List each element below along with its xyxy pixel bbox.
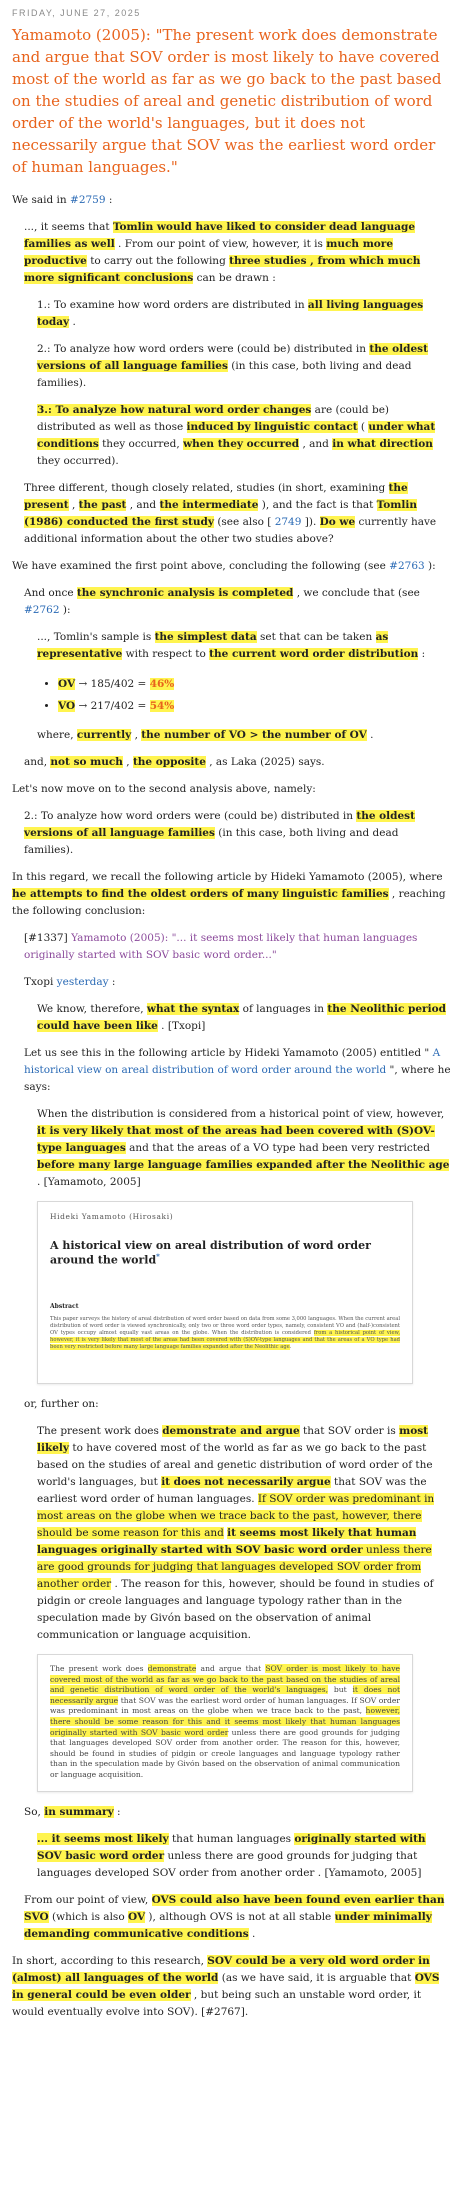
quote-1337: [#1337] Yamamoto (2005): "... it seems most likely that human languages originally started with SOV basic word order..." bbox=[24, 932, 418, 961]
study-item-3: 3.: To analyze how natural word order changes are (could be) distributed as well as those induced by linguistic contact ( under what conditions they occurred, when they occurred , and in what direction they occurred). bbox=[37, 404, 436, 467]
ref-link-2749[interactable]: 2749 bbox=[274, 516, 302, 528]
paper-excerpt-image-1 bbox=[37, 1201, 413, 1384]
quote-present-work: The present work does demonstrate and argue that SOV order is most likely to have covered most of the world as far as we go back to the past based on the studies of areal and genetic distribution of word order of the world's languages, but it does not necessarily argue that SOV was the earliest word order of human languages. If SOV order was predominant in most areas on the globe when we trace back to the past, however, there should be some reason for this and it seems most likely that human languages originally started with SOV basic word order unless there are good grounds for judging that languages developed SOV order from another order . The reason for this, however, should be found in studies of pidgin or creole languages and language typology rather than in the speculation made by Givón based on the observation of animal communication or language acquisition. bbox=[37, 1425, 435, 1641]
intro-paragraph: We said in #2759 : bbox=[12, 194, 113, 206]
paragraph-historical-view: Let us see this in the following article by Hideki Yamamoto (2005) entitled " A historical view on areal distribution of word order around the world ", where he says: bbox=[24, 1047, 451, 1093]
quote-summary: ... it seems most likely that human languages originally started with SOV basic word order unless there are good grounds for judging that languages developed SOV order from another order . [Yamamoto, 2005] bbox=[37, 1833, 426, 1879]
paragraph-second-analysis: Let's now move on to the second analysis above, namely: bbox=[12, 783, 316, 795]
ref-link-1337[interactable]: Yamamoto (2005): "... it seems most likely that human languages originally started with SOV basic word order..." bbox=[24, 932, 418, 961]
paper-excerpt-image-2 bbox=[37, 1654, 413, 1792]
study-item-2: 2.: To analyze how word orders were (could be) distributed in the oldest versions of all language families (in this case, both living and dead families). bbox=[37, 343, 428, 389]
paper-title: A historical view on areal distribution of word order around the world* bbox=[50, 1239, 371, 1267]
abstract-text: This paper surveys the history of areal distribution of word order based on data from some 3,000 languages. When the current areal distribution of word order is viewed synchronically, only two or three word order types, namely, consistent VO and (half-)consistent OV types occupy almost equally vast areas on the globe. When the distribution is considered from a historical point of view, however, it is very likely that most of the areas had been covered with (S)OV-type languages and that the areas of a VO type had been very restricted before many large language families expanded after the Neolithic age. bbox=[50, 1315, 400, 1350]
list-item: • OV → 185/402 = 46% bbox=[58, 673, 451, 695]
quote-tomlin-sample: ..., Tomlin's sample is the simplest data set that can be taken as representative with respect to the current word order distribution : bbox=[37, 631, 426, 660]
paper-author: Hideki Yamamoto (Hirosaki) bbox=[50, 1212, 174, 1221]
study-item-1: 1.: To examine how word orders are distributed in all living languages today . bbox=[37, 299, 424, 328]
ref-link-2763[interactable]: #2763 bbox=[389, 560, 425, 572]
post-date: FRIDAY, JUNE 27, 2025 bbox=[12, 8, 141, 18]
paragraph-further-on: or, further on: bbox=[24, 1398, 99, 1410]
paragraph-laka: and, not so much , the opposite , as Laka (2025) says. bbox=[24, 756, 325, 768]
word-order-list bbox=[58, 673, 451, 717]
quote-synchronic: And once the synchronic analysis is completed , we conclude that (see #2762 ): bbox=[24, 587, 420, 616]
ref-link-2762[interactable]: #2762 bbox=[24, 604, 60, 616]
quote-currently: where, currently , the number of VO > the number of OV . bbox=[37, 729, 374, 741]
quote-neolithic: We know, therefore, what the syntax of languages in the Neolithic period could have been like . [Txopi] bbox=[37, 1003, 446, 1032]
link-historical-view-article[interactable]: A historical view on areal distribution of word order around the world bbox=[24, 1047, 441, 1076]
paragraph-yamamoto-article: In this regard, we recall the following article by Hideki Yamamoto (2005), where he attempts to find the oldest orders of many linguistic families , reaching the following conclusion: bbox=[12, 871, 446, 917]
quote-tomlin: ..., it seems that Tomlin would have liked to consider dead language families as well . From our point of view, however, it is much more productive to carry out the following three studies , from which much more significant conclusions can be drawn : bbox=[24, 221, 421, 284]
quote-three-studies: Three different, though closely related, studies (in short, examining the present , the past , and the intermediate ), and the fact is that Tomlin (1986) conducted the first study (see also [ 2749 ]). Do we currently have additional information about the other two studies above? bbox=[24, 482, 437, 545]
paragraph-ovs: From our point of view, OVS could also have been found even earlier than SVO (which is also OV ), although OVS is not at all stable under minimally demanding communicative conditions . bbox=[24, 1894, 445, 1940]
paragraph-summary: So, in summary : bbox=[24, 1806, 121, 1818]
paragraph-conclusion: In short, according to this research, SOV could be a very old word order in (almost) all languages of the world (as we have said, it is arguable that OVS in general could be even older , but being such an unstable word order, it would eventually evolve into SOV). [#2767]. bbox=[12, 1955, 440, 2018]
excerpt-text: The present work does demonstrate and argue that SOV order is most likely to have covered most of the world as far as we go back to the past based on the studies of areal and genetic distribution of word order of the world's languages, but it does not necessarily argue that SOV was the earliest word order of human languages. If SOV order was predominant in most areas on the globe when we trace back to the past, however, there should be some reason for this and it seems most likely that human languages originally started with SOV basic word order unless there are good grounds for judging that languages developed SOV order from another order. The reason for this, however, should be found in studies of pidgin or creole languages and language typology rather than in the speculation made by Givón based on the observation of animal communication or language acquisition. bbox=[50, 1664, 400, 1779]
post-title[interactable]: Yamamoto (2005): "The present work does demonstrate and argue that SOV order is most likely to have covered most of the world as far as we go back to the past based on the studies of areal and genetic distribution of word order of the world's languages, but it does not necessarily argue that SOV was the earliest word order of human languages." bbox=[12, 26, 442, 176]
quote-distribution: When the distribution is considered from a historical point of view, however, it is very likely that most of the areas had been covered with (S)OV-type languages and that the areas of a VO type had been very restricted before many large language families expanded after the Neolithic age . [Yamamoto, 2005] bbox=[37, 1108, 450, 1188]
list-item: • VO → 217/402 = 54% bbox=[58, 695, 451, 717]
quote-second-analysis: 2.: To analyze how word orders were (could be) distributed in the oldest versions of all language families (in this case, both living and dead families). bbox=[24, 810, 415, 856]
quote-txopi: Txopi yesterday : bbox=[24, 976, 116, 988]
abstract-label: Abstract bbox=[50, 1302, 79, 1310]
ref-link-2759[interactable]: #2759 bbox=[70, 194, 106, 206]
link-yesterday[interactable]: yesterday bbox=[56, 976, 109, 988]
paragraph-first-point: We have examined the first point above, concluding the following (see #2763 ): bbox=[12, 560, 436, 572]
